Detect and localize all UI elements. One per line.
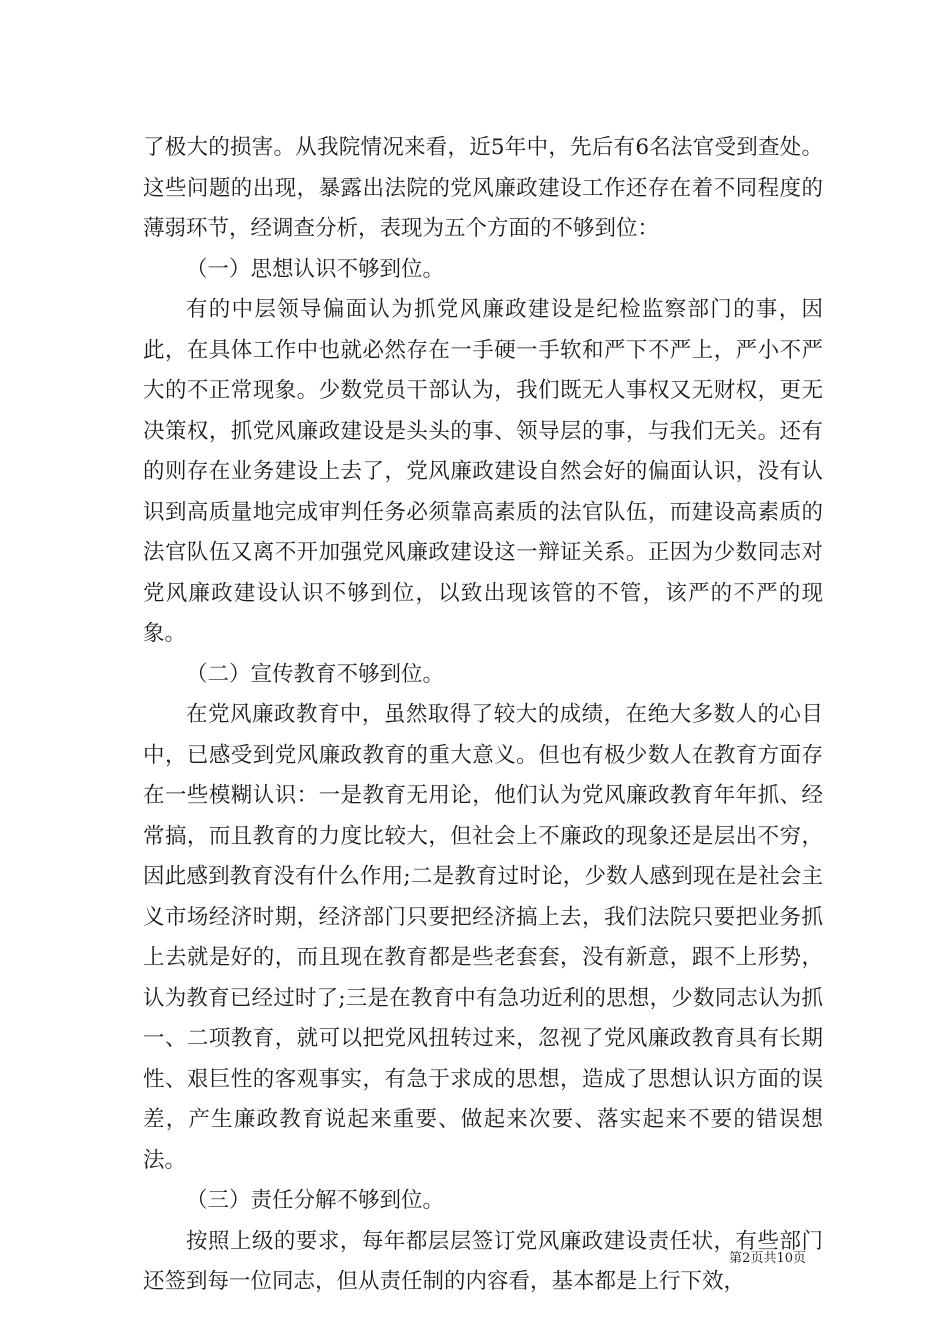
paragraph-section-1: 有的中层领导偏面认为抓党风廉政建设是纪检监察部门的事，因此，在具体工作中也就必然存在一手硬一手软和严下不严上，严小不严大的不正常现象。少数党员干部认为，我们既无人事权又无财权，更无决策权，抓党风廉政建设是头头的事、领导层的事，与我们无关。还有的则存在业务建设上去了，党风廉政建设自然会好的偏面认识，没有认识到高质量地完成审判任务必须靠高素质的法官队伍，而建设高素质的法官队伍又离不开加强党风廉政建设这一辩证关系。正因为少数同志对党风廉政建设认识不够到位，以致出现该管的不管，该严的不严的现象。: [143, 297, 823, 646]
paragraph-section-3: 按照上级的要求，每年都层层签订党风廉政建设责任状，有些部门还签到每一位同志，但从责任制的内容看，基本都是上行下效，: [143, 1228, 823, 1294]
page-number-footer: 第2页共10页: [729, 1251, 806, 1266]
document-body: [143, 128, 823, 1303]
section-heading-1: （一）思想认识不够到位。: [186, 256, 445, 282]
section-heading-2: （二）宣传教育不够到位。: [186, 661, 445, 687]
paragraph-section-2: 在党风廉政教育中，虽然取得了较大的成绩，在绝大多数人的心目中，已感受到党风廉政教育的重大意义。但也有极少数人在教育方面存在一些模糊认识：一是教育无用论，他们认为党风廉政教育年年抓、经常搞，而且教育的力度比较大，但社会上不廉政的现象还是层出不穷，因此感到教育没有什么作用;二是教育过时论，少数人感到现在是社会主义市场经济时期，经济部门只要把经济搞上去，我们法院只要把业务抓上去就是好的，而且现在教育都是些老套套，没有新意，跟不上形势，认为教育已经过时了;三是在教育中有急功近利的思想，少数同志认为抓一、二项教育，就可以把党风扭转过来，忽视了党风廉政教育具有长期性、艰巨性的客观事实，有急于求成的思想，造成了思想认识方面的误差，产生廉政教育说起来重要、做起来次要、落实起来不要的错误想法。: [143, 702, 823, 1173]
paragraph-intro: 了极大的损害。从我院情况来看，近5年中，先后有6名法官受到查处。这些问题的出现，暴露出法院的党风廉政建设工作还存在着不同程度的薄弱环节，经调查分析，表现为五个方面的不够到位：: [143, 135, 823, 241]
section-heading-3: （三）责任分解不够到位。: [186, 1188, 445, 1213]
